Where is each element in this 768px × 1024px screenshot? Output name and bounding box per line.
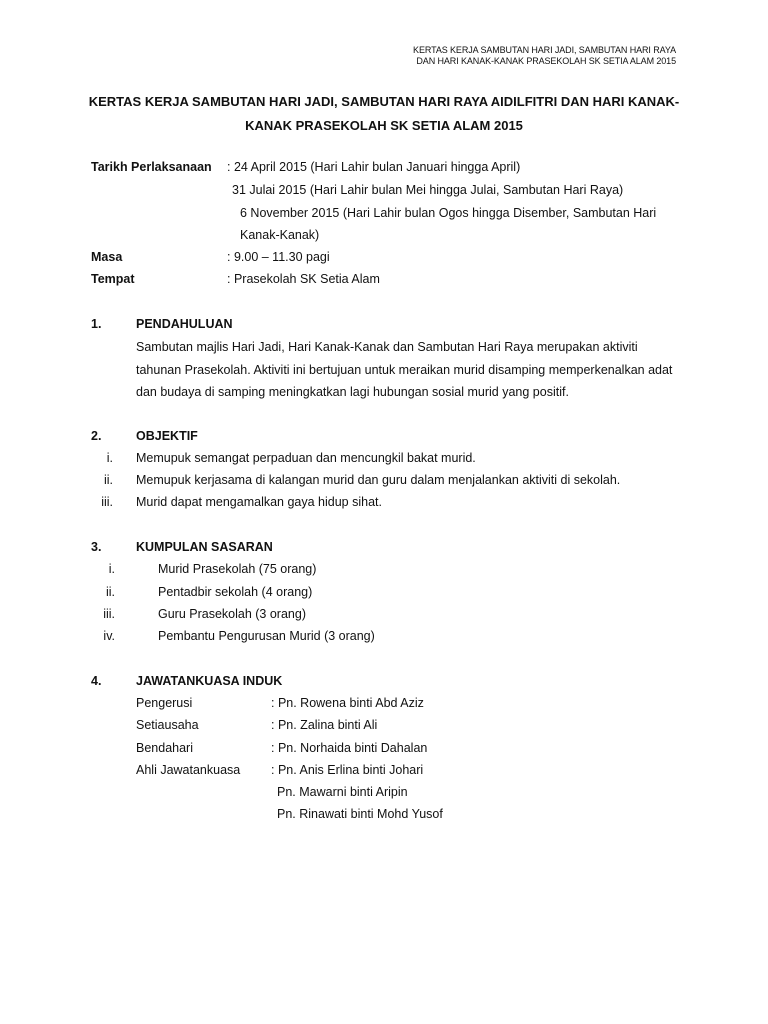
committee-role: Pengerusi [136,696,193,710]
sasaran-number: ii. [105,585,115,599]
sasaran-item: Guru Prasekolah (3 orang) [158,607,306,621]
document-title: KERTAS KERJA SAMBUTAN HARI JADI, SAMBUTAN HARI RAYA AIDILFITRI DAN HARI KANAK-KANAK PRASEKOLAH SK SETIA ALAM 2015 [88,94,680,133]
sasaran-item: Murid Prasekolah (75 orang) [158,562,317,576]
section-3-number: 3. [91,540,102,554]
running-header-line-1: KERTAS KERJA SAMBUTAN HARI JADI, SAMBUTAN HARI RAYA [413,45,676,55]
committee-role: Ahli Jawatankuasa [136,763,241,777]
objektif-number: ii. [103,473,113,487]
section-1-heading: PENDAHULUAN [136,317,233,331]
committee-member: : Pn. Anis Erlina binti Johari [271,763,424,777]
objektif-item: Memupuk semangat perpaduan dan mencungkil bakat murid. [136,451,476,465]
committee-role: Bendahari [136,741,193,755]
section-1-number: 1. [91,317,102,331]
running-header [413,45,676,67]
objektif-number: iii. [101,495,113,509]
objektif-number: i. [106,451,113,465]
sasaran-number: i. [108,562,115,576]
committee-role: Setiausaha [136,718,199,732]
sasaran-item: Pentadbir sekolah (4 orang) [158,585,313,599]
committee-member: Pn. Rinawati binti Mohd Yusof [277,807,443,821]
objektif-item: Memupuk kerjasama di kalangan murid dan guru dalam menjalankan aktiviti di sekolah. [136,473,621,487]
masa-value: : 9.00 – 11.30 pagi [227,250,330,264]
tempat-value: : Prasekolah SK Setia Alam [227,272,380,286]
section-1-paragraph: Sambutan majlis Hari Jadi, Hari Kanak-Kanak dan Sambutan Hari Raya merupakan aktiviti tahunan Prasekolah. Aktiviti ini bertujuan untuk meraikan murid disamping memperkenalkan adat dan budaya di samping meningkatkan lagi hubungan sosial murid yang positif. [136,340,673,399]
committee-member: : Pn. Rowena binti Abd Aziz [271,696,424,710]
tarikh-line-1: : 24 April 2015 (Hari Lahir bulan Januari hingga April) [227,160,521,174]
committee-member: Pn. Mawarni binti Aripin [277,785,408,799]
running-header-line-2: DAN HARI KANAK-KANAK PRASEKOLAH SK SETIA ALAM 2015 [416,56,676,66]
section-3-heading: KUMPULAN SASARAN [136,540,273,554]
sasaran-number: iii. [103,607,115,621]
tempat-label: Tempat [91,272,135,286]
committee-member: : Pn. Norhaida binti Dahalan [271,741,428,755]
tarikh-line-3b: Kanak-Kanak) [240,228,320,242]
objektif-item: Murid dapat mengamalkan gaya hidup sihat. [136,495,382,509]
section-4-heading: JAWATANKUASA INDUK [136,674,283,688]
masa-label: Masa [91,250,123,264]
sasaran-item: Pembantu Pengurusan Murid (3 orang) [158,629,375,643]
section-2-number: 2. [91,429,102,443]
committee-member: : Pn. Zalina binti Ali [271,718,378,732]
tarikh-label: Tarikh Perlaksanaan [91,160,212,174]
tarikh-line-3: 6 November 2015 (Hari Lahir bulan Ogos hingga Disember, Sambutan Hari [240,206,657,220]
section-2-heading: OBJEKTIF [136,429,198,443]
tarikh-line-2: 31 Julai 2015 (Hari Lahir bulan Mei hingga Julai, Sambutan Hari Raya) [232,183,624,197]
section-4-number: 4. [91,674,102,688]
sasaran-number: iv. [103,629,115,643]
